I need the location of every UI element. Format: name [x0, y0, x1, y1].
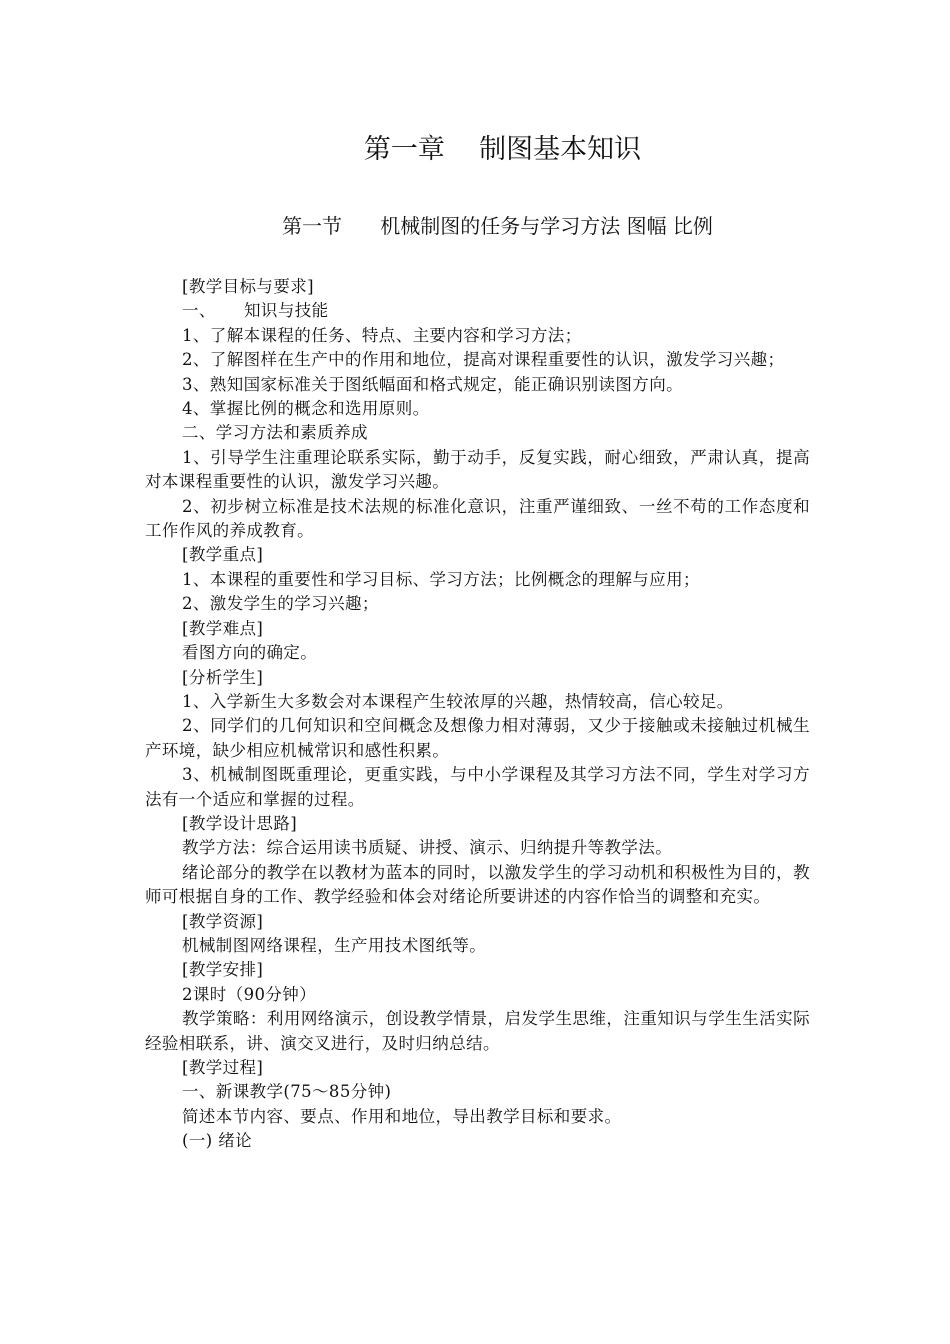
paragraph: 2、激发学生的学习兴趣； [182, 594, 379, 614]
paragraph: (一) 绪论 [182, 1131, 253, 1151]
paragraph: 2、同学们的几何知识和空间概念及想像力相对薄弱，又少于接触或未接触过机械生产环境，缺少相应机械常识和感性积累。 [145, 716, 810, 760]
subheading-methods: 二、学习方法和素质养成 [182, 423, 368, 443]
section-title: 第一节 机械制图的任务与学习方法 图幅 比例 [282, 214, 713, 238]
subheading-knowledge-skills: 一、 知识与技能 [182, 301, 329, 321]
heading-objectives: [教学目标与要求] [182, 277, 314, 296]
heading-arrangement: [教学安排] [182, 960, 264, 980]
heading-key-points: [教学重点] [182, 545, 264, 565]
paragraph: 机械制图网络课程，生产用技术图纸等。 [182, 935, 487, 955]
paragraph: 1、引导学生注重理论联系实际，勤于动手，反复实践，耐心细致，严肃认真，提高对本课程重要性的认识，激发学习兴趣。 [145, 447, 810, 492]
document-body [145, 275, 810, 1154]
heading-design-ideas: [教学设计思路] [182, 813, 298, 833]
chapter-title: 第一章 制图基本知识 [363, 134, 642, 165]
paragraph: 1、入学新生大多数会对本课程产生较浓厚的兴趣，热情较高，信心较足。 [182, 691, 734, 711]
paragraph: 1、了解本课程的任务、特点、主要内容和学习方法； [182, 325, 582, 345]
paragraph: 1、本课程的重要性和学习目标、学习方法；比例概念的理解与应用； [182, 569, 700, 589]
paragraph: 一、新课教学(75～85分钟) [182, 1082, 392, 1102]
paragraph: 3、熟知国家标准关于图纸幅面和格式规定，能正确识别读图方向。 [182, 374, 683, 394]
heading-difficulties: [教学难点] [182, 618, 264, 638]
paragraph: 2课时（90分钟） [182, 984, 317, 1004]
heading-process: [教学过程] [182, 1058, 264, 1077]
paragraph: 3、机械制图既重理论，更重实践，与中小学课程及其学习方法不同，学生对学习方法有一个适应和掌握的过程。 [145, 765, 810, 809]
paragraph: 教学方法：综合运用读书质疑、讲授、演示、归纳提升等教学法。 [182, 838, 673, 858]
heading-student-analysis: [分析学生] [182, 667, 264, 687]
paragraph: 2、了解图样在生产中的作用和地位，提高对课程重要性的认识，激发学习兴趣； [182, 350, 785, 370]
paragraph: 绪论部分的教学在以教材为蓝本的同时，以激发学生的学习动机和积极性为目的，教师可根据自身的工作、教学经验和体会对绪论所要讲述的内容作恰当的调整和充实。 [145, 862, 810, 907]
heading-resources: [教学资源] [182, 911, 264, 931]
paragraph: 教学策略：利用网络演示，创设教学情景，启发学生思维，注重知识与学生生活实际经验相联系，讲、演交叉进行，及时归纳总结。 [145, 1009, 810, 1053]
paragraph: 2、初步树立标准是技术法规的标准化意识，注重严谨细致、一丝不苟的工作态度和工作作风的养成教育。 [145, 496, 810, 541]
paragraph: 简述本节内容、要点、作用和地位，导出教学目标和要求。 [182, 1106, 622, 1126]
paragraph: 看图方向的确定。 [182, 643, 318, 663]
paragraph: 4、掌握比例的概念和选用原则。 [182, 399, 430, 419]
